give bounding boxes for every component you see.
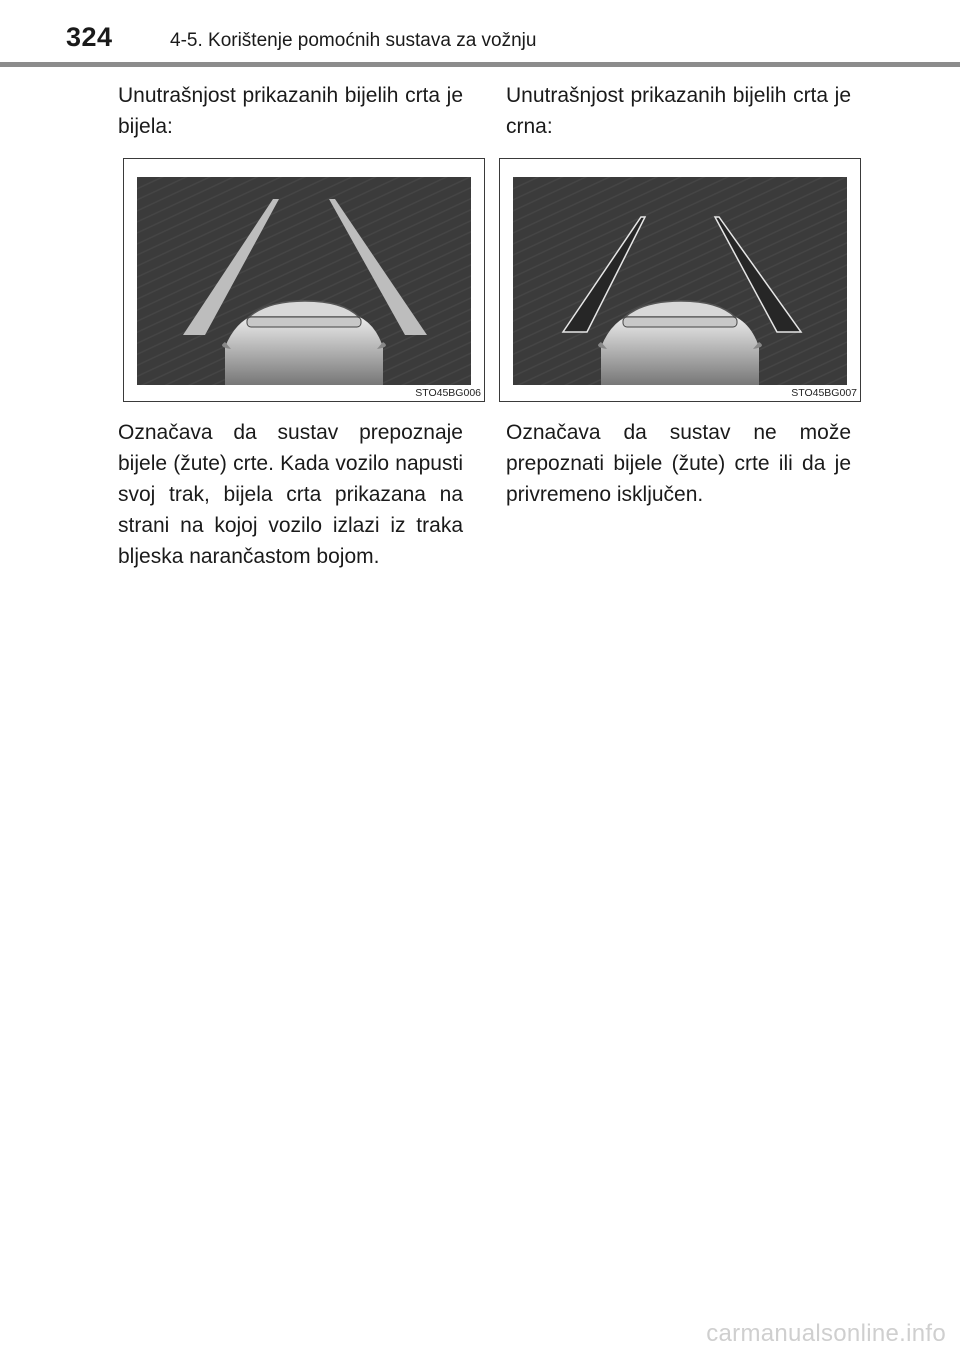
description-recognized: Označava da sustav prepoznaje bijele (žute) crte. Kada vozilo napusti svoj trak, bijela crta prikazana na strani na kojoj vozilo izlazi iz traka bljeska narančastom bojom. [118,421,463,568]
description-not-recognized: Označava da sustav ne može prepoznati bijele (žute) crte ili da je privremeno isključen. [506,421,851,506]
lane-lines-not-recognized-icon [513,177,847,385]
left-bottom-caption-block [118,417,463,572]
figure-lane-not-recognized [499,158,861,402]
watermark: carmanualsonline.info [706,1320,946,1347]
right-bottom-caption-block [506,417,851,510]
lane-lines-recognized-icon [137,177,471,385]
left-top-caption-block [118,80,463,142]
figure-code: STO45BG006 [415,387,481,399]
caption-lines-white: Unutrašnjost prikazanih bijelih crta je bijela: [118,84,463,138]
figure-lane-recognized [123,158,485,402]
section-title: 4-5. Korištenje pomoćnih sustava za vožnju [170,30,537,51]
right-top-caption-block [506,80,851,142]
figure-code: STO45BG007 [791,387,857,399]
caption-lines-black: Unutrašnjost prikazanih bijelih crta je crna: [506,84,851,138]
header-rule [0,62,960,67]
page-number: 324 [66,22,113,52]
